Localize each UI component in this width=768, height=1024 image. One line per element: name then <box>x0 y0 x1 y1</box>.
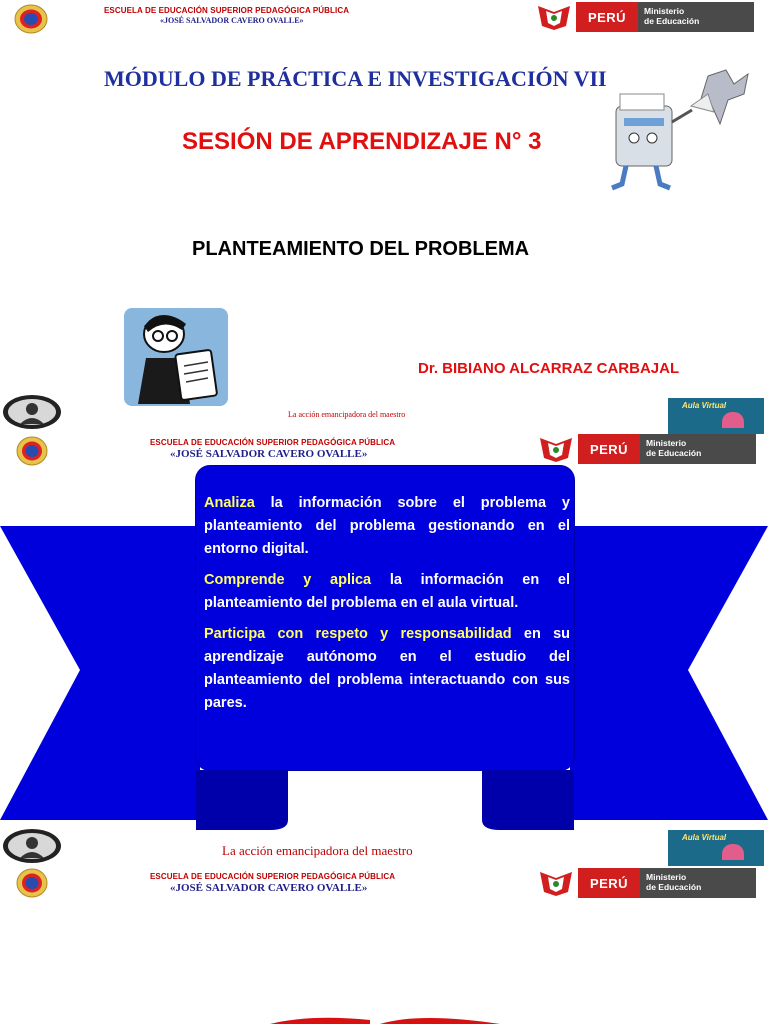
footer-tagline: La acción emancipadora del maestro <box>222 843 413 858</box>
aula-virtual-label: Aula Virtual <box>682 401 727 410</box>
objective-1-text: la información sobre el problema y planteamiento del problema gestionando en el entorno digital. <box>204 495 570 557</box>
peru-label: PERÚ <box>576 2 638 32</box>
objective-1-verb: Analiza <box>204 495 255 511</box>
objective-2-text: la información en el planteamiento del problema en el aula virtual. <box>204 572 571 611</box>
student-clipboard-illustration <box>124 308 228 406</box>
school-name: ESCUELA DE EDUCACIÓN SUPERIOR PEDAGÓGICA PÚBLICA <box>150 438 396 447</box>
peru-label: PERÚ <box>578 868 640 898</box>
peru-shield-icon <box>532 2 576 32</box>
ministry-line1: Ministerio <box>644 6 685 16</box>
aula-virtual-image <box>668 398 764 434</box>
objective-3-verb: Participa con respeto y responsabilidad <box>204 626 512 642</box>
school-name: ESCUELA DE EDUCACIÓN SUPERIOR PEDAGÓGICA PÚBLICA <box>104 6 350 15</box>
objective-2 <box>204 569 570 615</box>
ministry-line1: Ministerio <box>646 872 687 882</box>
printer-robot-illustration <box>596 66 756 196</box>
ministry-name <box>638 2 754 32</box>
peru-shield-icon <box>534 868 578 898</box>
school-subname: «JOSÉ SALVADOR CAVERO OVALLE» <box>160 16 304 25</box>
author-name: Dr. BIBIANO ALCARRAZ CARBAJAL <box>418 360 680 377</box>
school-seal-icon <box>16 868 48 898</box>
ministry-logo <box>534 434 756 464</box>
ministry-line2: de Educación <box>646 448 702 458</box>
red-banner-partial <box>270 1014 500 1024</box>
ministry-line2: de Educación <box>644 16 700 26</box>
peru-shield-icon <box>534 434 578 464</box>
objective-3 <box>204 623 570 715</box>
topic-title: PLANTEAMIENTO DEL PROBLEMA <box>192 238 530 260</box>
slide-3 <box>0 868 768 1024</box>
objective-2-verb: Comprende y aplica <box>204 572 372 588</box>
module-title: MÓDULO DE PRÁCTICA E INVESTIGACIÓN VII <box>104 66 607 91</box>
portrait-icon <box>2 828 62 864</box>
ministry-line2: de Educación <box>646 882 702 892</box>
school-name: ESCUELA DE EDUCACIÓN SUPERIOR PEDAGÓGICA PÚBLICA <box>150 872 396 881</box>
aula-virtual-image <box>668 830 764 866</box>
school-subname: «JOSÉ SALVADOR CAVERO OVALLE» <box>170 882 368 894</box>
objective-3-text: en su aprendizaje autónomo en el estudio del planteamiento del problema interactuando con sus pares. <box>204 626 570 711</box>
objectives-text <box>204 492 570 723</box>
ministry-name <box>640 434 756 464</box>
school-seal-icon <box>14 4 48 34</box>
ministry-logo <box>532 2 754 32</box>
ministry-name <box>640 868 756 898</box>
aula-virtual-label: Aula Virtual <box>682 833 727 842</box>
footer-tagline: La acción emancipadora del maestro <box>288 410 406 419</box>
session-title: SESIÓN DE APRENDIZAJE N° 3 <box>182 128 542 155</box>
ministry-logo <box>534 868 756 898</box>
ministry-line1: Ministerio <box>646 438 687 448</box>
objective-1 <box>204 492 570 561</box>
slide-1 <box>0 0 768 434</box>
portrait-icon <box>2 394 62 430</box>
peru-label: PERÚ <box>578 434 640 464</box>
school-subname: «JOSÉ SALVADOR CAVERO OVALLE» <box>170 448 368 460</box>
school-seal-icon <box>16 436 48 466</box>
